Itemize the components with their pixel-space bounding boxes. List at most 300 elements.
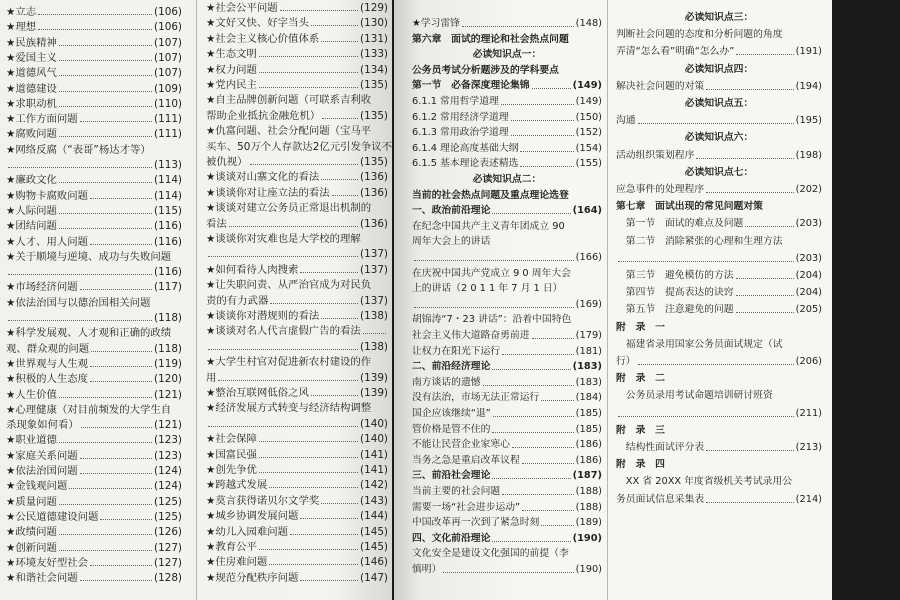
toc-entry-title: ★公民道德建设问题 — [6, 510, 99, 523]
toc-text-line: 买车、50万个人存款达2亿元引发争议不 — [206, 140, 392, 153]
dot-leader — [81, 419, 152, 428]
toc-page-number: (154) — [575, 142, 602, 154]
toc-page-number: (116) — [154, 220, 182, 233]
dot-leader — [300, 264, 358, 273]
toc-page-number: (214) — [795, 493, 822, 505]
toc-page-number: (195) — [795, 115, 822, 127]
toc-entry — [206, 48, 388, 60]
toc-entry-title: ★依法治国问题 — [6, 465, 78, 477]
section-heading: 第七章 面试出现的常见问题对策 — [616, 201, 763, 213]
toc-entry-title: ★和谐社会问题 — [6, 572, 78, 585]
toc-entry-title: 活动组织策划程序 — [616, 149, 695, 161]
dot-leader — [414, 299, 574, 308]
toc-entry — [6, 98, 182, 110]
toc-entry-title: ★权力问题 — [206, 63, 257, 76]
toc-entry — [6, 389, 182, 401]
toc-page-number: (120) — [154, 373, 182, 386]
dot-leader — [8, 159, 152, 168]
toc-entry-title: 6.1.2 常用经济学道理 — [412, 111, 509, 123]
toc-entry — [412, 96, 602, 108]
toc-page-number: (127) — [154, 541, 182, 554]
dot-leader — [218, 372, 358, 381]
toc-entry-title: ★教育公平 — [206, 541, 257, 553]
toc-page-number: (206) — [795, 356, 822, 367]
toc-page-number: (107) — [154, 36, 182, 49]
section-label: 必读知识点六： — [684, 132, 754, 144]
dot-leader — [38, 21, 152, 30]
toc-entry — [412, 80, 602, 92]
toc-entry-title: 6.1.4 理论高度基础大纲 — [412, 142, 519, 154]
toc-entry-title: ★生态文明 — [206, 48, 257, 61]
toc-text-line: ★心理健康（对目前频发的大学生自 — [6, 403, 172, 416]
dot-leader — [321, 171, 358, 180]
toc-entry — [6, 190, 182, 202]
dot-leader — [69, 480, 152, 489]
section-heading: 公务员考试分析题涉及的学科要点 — [412, 64, 559, 76]
toc-entry — [206, 264, 388, 276]
toc-entry-title: 结构性面试评分表 — [616, 442, 705, 453]
toc-entry — [412, 205, 602, 217]
toc-page-number: (149) — [572, 80, 602, 92]
toc-entry-title: 责的有力武器 — [206, 294, 269, 307]
toc-page-number: (138) — [360, 310, 388, 322]
toc-page-number: (213) — [795, 442, 822, 453]
toc-page-continuation — [6, 159, 182, 171]
dot-leader — [311, 17, 358, 26]
toc-entry-title: ★爱国主义 — [6, 51, 57, 64]
toc-entry — [616, 270, 822, 282]
toc-text-line: ★经济发展方式转变与经济结构调整 — [206, 402, 372, 415]
dot-leader — [59, 128, 152, 137]
toc-entry-title: ★工作方面问题 — [6, 113, 78, 126]
toc-entry — [6, 480, 182, 492]
toc-entry — [206, 541, 388, 553]
toc-entry-title: 第四节 提高表达的诀窍 — [616, 287, 734, 299]
dot-leader — [618, 408, 794, 417]
dot-leader — [502, 486, 573, 495]
toc-page-number: (141) — [360, 464, 388, 476]
toc-entry — [6, 174, 182, 186]
toc-entry — [206, 510, 388, 522]
toc-entry — [412, 533, 602, 545]
toc-entry — [6, 358, 182, 370]
section-label: 必读知识点三： — [684, 12, 754, 23]
toc-page-number: (188) — [575, 486, 602, 497]
toc-entry — [206, 464, 388, 476]
toc-entry — [206, 387, 388, 399]
toc-text-line: 在庆祝中国共产党成立 9 0 周年大会 — [412, 267, 571, 279]
dot-leader — [59, 220, 152, 229]
section-heading: 第六章 面试的理论和社会热点问题 — [412, 33, 569, 45]
dot-leader — [270, 295, 358, 304]
toc-entry-title: ★国富民强 — [206, 448, 257, 461]
toc-entry-title: ★团结问题 — [6, 220, 57, 233]
dot-leader — [443, 564, 573, 573]
toc-entry-title: ★社会公平问题 — [206, 2, 278, 14]
dot-leader — [59, 37, 152, 46]
toc-page-number: (137) — [360, 248, 388, 261]
toc-text-line: 周年大会上的讲话 — [412, 236, 491, 248]
dot-leader — [259, 48, 358, 57]
toc-page-number: (136) — [360, 186, 388, 199]
dot-leader — [80, 572, 152, 581]
dot-leader — [706, 81, 793, 90]
toc-entry — [6, 205, 182, 217]
toc-page-number: (129) — [360, 2, 388, 14]
dot-leader — [321, 33, 358, 42]
toc-page-number: (204) — [795, 287, 822, 299]
toc-entry-title: ★谈谈你对潜规则的看法 — [206, 310, 320, 322]
toc-entry — [412, 112, 602, 124]
dot-leader — [638, 115, 794, 124]
toc-page-number: (152) — [575, 127, 602, 139]
section-heading: 附 录 四 — [616, 459, 665, 471]
toc-entry-title: 看法 — [206, 217, 227, 230]
toc-page-number: (116) — [154, 235, 182, 248]
toc-entry-title: ★理想 — [6, 21, 37, 34]
dot-leader — [512, 439, 574, 448]
dot-leader — [90, 358, 152, 367]
toc-page-continuation — [206, 341, 388, 353]
dot-leader — [259, 541, 358, 550]
dot-leader — [300, 572, 358, 581]
toc-entry — [206, 310, 388, 322]
toc-entry — [206, 526, 388, 538]
toc-entry — [616, 184, 822, 196]
toc-entry — [412, 455, 602, 467]
toc-entry — [616, 81, 822, 93]
toc-entry-title: 行） — [616, 356, 636, 367]
toc-entry-title: ★购物卡腐败问题 — [6, 189, 89, 202]
toc-entry-title: 沟通 — [616, 115, 636, 127]
dot-leader — [229, 218, 358, 227]
toc-page-number: (211) — [795, 407, 822, 419]
toc-text-line: ★关于顺境与逆境、成功与失败问题 — [6, 250, 172, 263]
dot-leader — [259, 433, 358, 442]
toc-entry-title: ★学习雷锋 — [412, 18, 460, 29]
dot-leader — [321, 310, 358, 319]
toc-page-number: (143) — [360, 494, 388, 507]
toc-entry — [6, 220, 182, 232]
toc-entry — [206, 449, 388, 461]
toc-entry — [6, 465, 182, 477]
toc-page-number: (194) — [795, 80, 822, 92]
toc-page-number: (204) — [795, 270, 822, 281]
toc-entry-title: ★道德建设 — [6, 82, 57, 95]
toc-entry-title: ★谈谈对名人代言虚假广告的看法 — [206, 325, 361, 338]
toc-entry-title: ★环境友好型社会 — [6, 556, 89, 569]
dot-leader — [59, 52, 152, 61]
toc-entry-title: ★质量问题 — [6, 495, 57, 508]
toc-entry — [206, 156, 388, 168]
toc-page-continuation — [206, 418, 388, 430]
toc-page-continuation — [616, 408, 822, 420]
toc-page-number: (145) — [360, 525, 388, 538]
toc-entry-title: 务员面试信息采集表 — [616, 493, 705, 505]
toc-page-number: (130) — [360, 17, 388, 30]
toc-entry-title: 中国改革再一次到了紧急时刻 — [412, 517, 540, 529]
toc-entry — [6, 128, 182, 140]
toc-entry — [6, 511, 182, 523]
toc-text-line: ★让失职问责、从严治官成为对民负 — [206, 279, 372, 292]
column-divider — [196, 0, 197, 600]
toc-entry — [616, 356, 822, 368]
toc-entry-title: ★谈谈你对让座立法的看法 — [206, 186, 330, 199]
toc-entry-title: 第五节 注意避免的问题 — [616, 304, 734, 316]
column-divider — [607, 0, 608, 600]
dot-leader — [59, 205, 152, 214]
toc-entry — [6, 37, 182, 49]
toc-entry-title: 弄清“怎么看”明确“怎么办” — [616, 46, 735, 58]
toc-page-continuation — [6, 312, 182, 324]
toc-entry — [616, 150, 822, 162]
toc-entry — [6, 6, 182, 18]
toc-text-line: ★谈谈对建立公务员正常退出机制的 — [206, 202, 372, 215]
toc-page-number: (125) — [154, 495, 182, 508]
dot-leader — [501, 96, 574, 105]
toc-entry — [206, 110, 388, 122]
dot-leader — [706, 442, 793, 451]
toc-page-number: (135) — [360, 109, 388, 122]
dot-leader — [414, 252, 574, 261]
toc-entry-title: ★家庭关系问题 — [6, 449, 78, 462]
section-label: 必读知识点四： — [684, 63, 754, 75]
toc-entry-title: 三、前沿社会理论 — [412, 470, 491, 482]
toc-entry — [206, 79, 388, 91]
toc-entry — [616, 46, 822, 58]
dot-leader — [532, 330, 574, 339]
toc-entry — [206, 479, 388, 491]
toc-entry-title: ★社会保障 — [206, 433, 257, 446]
toc-page-number: (146) — [360, 556, 388, 569]
toc-page-number: (140) — [360, 417, 388, 430]
toc-page-number: (121) — [154, 388, 182, 401]
toc-page-number: (148) — [575, 18, 602, 29]
toc-entry-title: ★积极的人生态度 — [6, 373, 89, 386]
dot-leader — [80, 113, 152, 122]
dot-leader — [100, 511, 152, 520]
toc-entry-title: ★规范分配秩序问题 — [206, 571, 299, 584]
toc-entry — [412, 517, 602, 529]
toc-text-line: ★依法治国与以德治国相关问题 — [6, 296, 151, 309]
toc-page-number: (128) — [154, 572, 182, 585]
toc-entry-title: 6.1.3 常用政治学道理 — [412, 127, 509, 139]
toc-entry-title: 6.1.5 基本理论表述精选 — [412, 158, 519, 170]
toc-entry — [206, 433, 388, 445]
toc-page-number: (110) — [154, 97, 182, 110]
toc-entry — [616, 287, 822, 299]
toc-entry-title: ★金钱观问题 — [6, 480, 68, 493]
toc-page-continuation — [6, 266, 182, 278]
toc-text-line: ★谈谈你对灾难也是大学校的理解 — [206, 233, 361, 245]
toc-entry — [206, 64, 388, 76]
toc-entry — [412, 158, 602, 170]
toc-entry-title: ★幼儿入园难问题 — [206, 525, 289, 538]
dot-leader — [736, 270, 794, 279]
toc-page-continuation — [412, 299, 602, 311]
toc-entry-title: 当务之急是重启改革议程 — [412, 454, 520, 466]
toc-entry — [412, 424, 602, 436]
toc-entry — [206, 17, 388, 29]
toc-entry — [412, 18, 602, 30]
dot-leader — [363, 325, 386, 334]
toc-entry-title: 应急事件的处理程序 — [616, 184, 705, 195]
toc-entry — [616, 304, 822, 316]
dot-leader — [38, 6, 152, 15]
dot-leader — [492, 205, 570, 214]
dot-leader — [80, 465, 152, 474]
toc-page-number: (135) — [360, 79, 388, 91]
toc-entry-title: ★住房难问题 — [206, 556, 268, 569]
toc-page-number: (139) — [360, 387, 388, 399]
dot-leader — [59, 98, 152, 107]
toc-page-continuation — [206, 248, 388, 260]
toc-entry-title: 观、群众观的问题 — [6, 342, 90, 355]
toc-entry-title: 第一节 必备深度理论集锦 — [412, 80, 530, 92]
toc-entry — [6, 450, 182, 462]
toc-page-number: (137) — [360, 263, 388, 276]
dot-leader — [522, 502, 574, 511]
toc-entry — [412, 564, 602, 576]
dot-leader — [208, 341, 358, 350]
toc-entry — [6, 419, 182, 431]
toc-page-number: (203) — [795, 218, 822, 230]
toc-page-number: (109) — [154, 82, 182, 95]
toc-entry — [6, 572, 182, 584]
toc-page-number: (134) — [360, 63, 388, 76]
toc-page-number: (131) — [360, 32, 388, 45]
dot-leader — [706, 184, 793, 193]
dot-leader — [59, 174, 152, 183]
toc-entry — [412, 470, 602, 482]
toc-entry — [206, 218, 388, 230]
dot-leader — [522, 455, 574, 464]
dot-leader — [492, 470, 570, 479]
toc-entry — [6, 113, 182, 125]
dot-leader — [259, 464, 358, 473]
toc-entry — [206, 556, 388, 568]
toc-entry-title: 南方谈话的遗憾 — [412, 376, 481, 388]
toc-entry-title: 管价格是管不住的 — [412, 423, 491, 435]
toc-entry — [412, 439, 602, 451]
toc-page-number: (123) — [154, 434, 182, 447]
toc-entry-title: 四、文化前沿理论 — [412, 532, 491, 544]
toc-text-line: ★仇富问题、社会分配问题（宝马平 — [206, 125, 372, 138]
toc-text-line: ★大学生村官对促进新农村建设的作 — [206, 356, 372, 369]
toc-page-number: (190) — [572, 532, 602, 544]
dot-leader — [462, 18, 574, 27]
toc-entry — [206, 187, 388, 199]
toc-entry-title: ★党内民主 — [206, 79, 257, 91]
dot-leader — [541, 517, 573, 526]
toc-entry-title: ★人生价值 — [6, 388, 57, 401]
dot-leader — [706, 494, 793, 503]
toc-page-number: (137) — [360, 294, 388, 307]
dot-leader — [208, 248, 358, 257]
toc-page-number: (124) — [154, 465, 182, 477]
toc-entry — [6, 542, 182, 554]
toc-entry-title: 需要一场“社会进步运动” — [412, 501, 521, 513]
toc-page-number: (189) — [575, 517, 602, 529]
dot-leader — [736, 287, 794, 296]
toc-entry-title: 第三节 避免模仿的方法 — [616, 270, 734, 281]
toc-entry-title: ★腐败问题 — [6, 128, 57, 141]
dot-leader — [492, 424, 573, 433]
dot-leader — [59, 496, 152, 505]
toc-text-line: 上的讲话（2 0 1 1 年 7 月 1 日） — [412, 283, 563, 295]
toc-text-line: 福建省录用国家公务员面试规定（试 — [616, 338, 783, 350]
toc-entry — [412, 408, 602, 420]
toc-page-number: (115) — [154, 204, 182, 217]
toc-entry — [616, 494, 822, 506]
toc-entry-title: 一、政治前沿理论 — [412, 205, 491, 217]
toc-text-line: 胡锦涛“7・23 讲话”：沿着中国特色 — [412, 314, 572, 326]
dot-leader — [311, 387, 358, 396]
toc-entry-title: ★社会主义核心价值体系 — [206, 32, 320, 45]
toc-page-number: (144) — [360, 510, 388, 523]
toc-entry-title: 被仇视） — [206, 156, 248, 168]
toc-entry-title: 帮助企业抵抗金融危机） — [206, 109, 321, 122]
toc-page-number: (123) — [154, 449, 182, 462]
dot-leader — [80, 281, 152, 290]
right-page — [394, 0, 832, 600]
toc-page-number: (186) — [575, 439, 602, 451]
toc-entry-title: ★廉政文化 — [6, 174, 57, 187]
dot-leader — [736, 304, 794, 313]
toc-entry-title: ★创先争优 — [206, 464, 257, 476]
toc-page-number: (155) — [575, 158, 602, 170]
toc-entry-title: ★城乡协调发展问题 — [206, 510, 299, 523]
dot-leader — [8, 266, 152, 275]
toc-page-number: (190) — [575, 564, 602, 575]
dot-leader — [259, 64, 358, 73]
dot-leader — [638, 356, 794, 365]
dot-leader — [696, 150, 793, 159]
section-heading: 附 录 三 — [616, 424, 665, 436]
dot-leader — [618, 253, 794, 262]
toc-page-number: (186) — [575, 454, 602, 466]
toc-entry — [6, 526, 182, 538]
left-page — [0, 0, 392, 600]
toc-entry-title: 让权力在阳光下运行 — [412, 345, 501, 357]
toc-entry-title: 二、前沿经济理论 — [412, 361, 491, 373]
toc-page-number: (111) — [154, 113, 182, 126]
toc-entry-title: ★民族精神 — [6, 36, 57, 49]
dot-leader — [59, 526, 152, 535]
toc-page-number: (187) — [572, 470, 602, 482]
toc-entry — [412, 377, 602, 389]
dot-leader — [259, 449, 358, 458]
toc-entry — [412, 127, 602, 139]
toc-page-number: (191) — [795, 46, 822, 58]
dot-leader — [269, 556, 358, 565]
toc-entry-title: ★莫言获得诺贝尔文学奖 — [206, 494, 320, 507]
section-label: 必读知识点一： — [472, 49, 542, 61]
dot-leader — [91, 343, 152, 352]
toc-entry — [412, 143, 602, 155]
toc-page-number: (125) — [154, 510, 182, 523]
section-label: 必读知识点五： — [684, 98, 754, 109]
toc-page-number: (133) — [360, 48, 388, 61]
toc-entry — [206, 495, 388, 507]
toc-page-number: (183) — [572, 361, 602, 373]
toc-page-number: (136) — [360, 217, 388, 230]
toc-entry — [6, 67, 182, 79]
toc-entry — [206, 572, 388, 584]
toc-page-number: (113) — [154, 159, 182, 171]
dot-leader — [59, 389, 152, 398]
dot-leader — [332, 187, 358, 196]
